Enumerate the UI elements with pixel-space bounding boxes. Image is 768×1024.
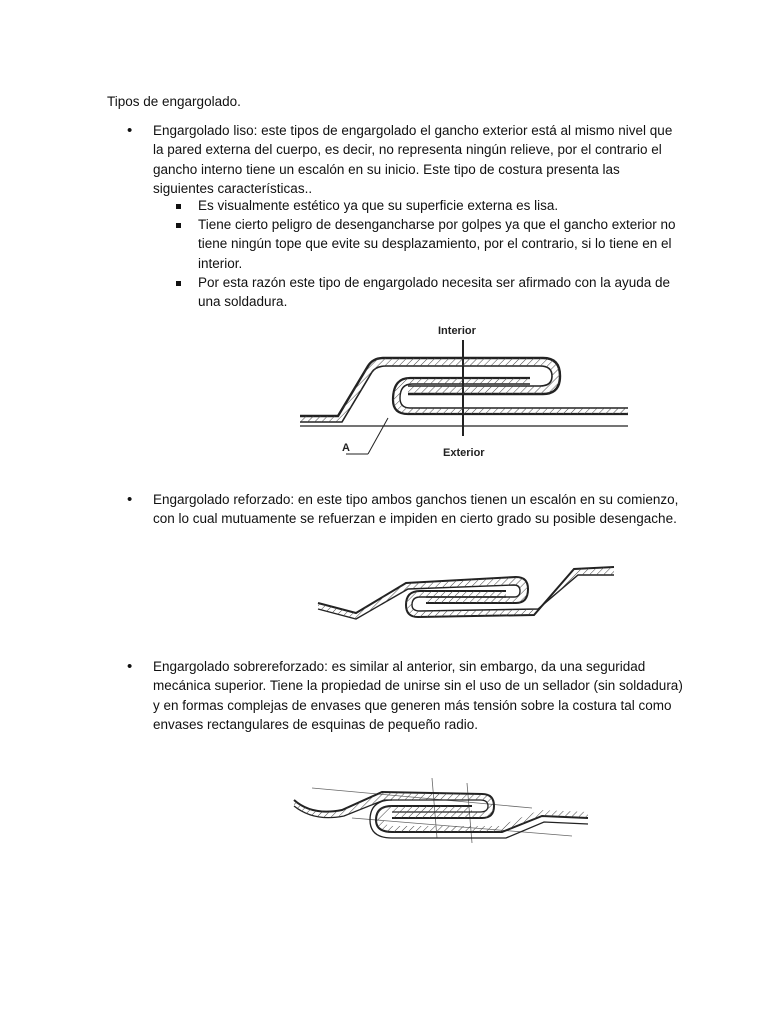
- subitem-2: Tiene cierto peligro de desengancharse por golpes ya que el gancho exterior no tiene ningún tope que evite su desplazamiento, por el contrario, si lo tiene en el interior.: [198, 217, 676, 271]
- bullet-dot-1: •: [127, 122, 133, 139]
- square-bullet-1: [176, 204, 181, 209]
- section-3-text: Engargolado sobrereforzado: es similar al anterior, sin embargo, da una seguridad mecánica superior. Tiene la propiedad de unirse sin el uso de un sellador (sin soldadura) y en formas complejas de envases que generen más tensión sobre la costura tal como envases rectangulares de esquinas de pequeño radio.: [153, 659, 683, 733]
- figure-label-exterior: Exterior: [443, 447, 485, 459]
- subitem-1: Es visualmente estético ya que su superficie externa es lisa.: [198, 198, 559, 213]
- square-bullet-3: [176, 281, 181, 286]
- figure-plain-seam: [298, 318, 628, 468]
- section-1-text: Engargolado liso: este tipos de engargolado el gancho exterior está al mismo nivel que la pared externa del cuerpo, es decir, no representa ningún relieve, por el contrario el gancho interno tiene un escalón en su inicio. Este tipo de costura presenta las siguientes características..: [153, 123, 673, 197]
- square-bullet-2: [176, 223, 181, 228]
- subitem-3: Por esta razón este tipo de engargolado necesita ser afirmado con la ayuda de una soldadura.: [198, 275, 671, 310]
- figure-label-interior: Interior: [438, 325, 476, 337]
- figure-label-a: A: [342, 442, 350, 454]
- bullet-dot-3: •: [127, 658, 133, 675]
- figure-over-reinforced-seam: [292, 778, 592, 848]
- section-2-text: Engargolado reforzado: en este tipo ambos ganchos tienen un escalón en su comienzo, con lo cual mutuamente se refuerzan e impiden en cierto grado su posible desengache.: [153, 492, 679, 527]
- bullet-dot-2: •: [127, 491, 133, 508]
- document-heading: Tipos de engargolado.: [107, 94, 241, 109]
- figure-reinforced-seam: [316, 565, 616, 627]
